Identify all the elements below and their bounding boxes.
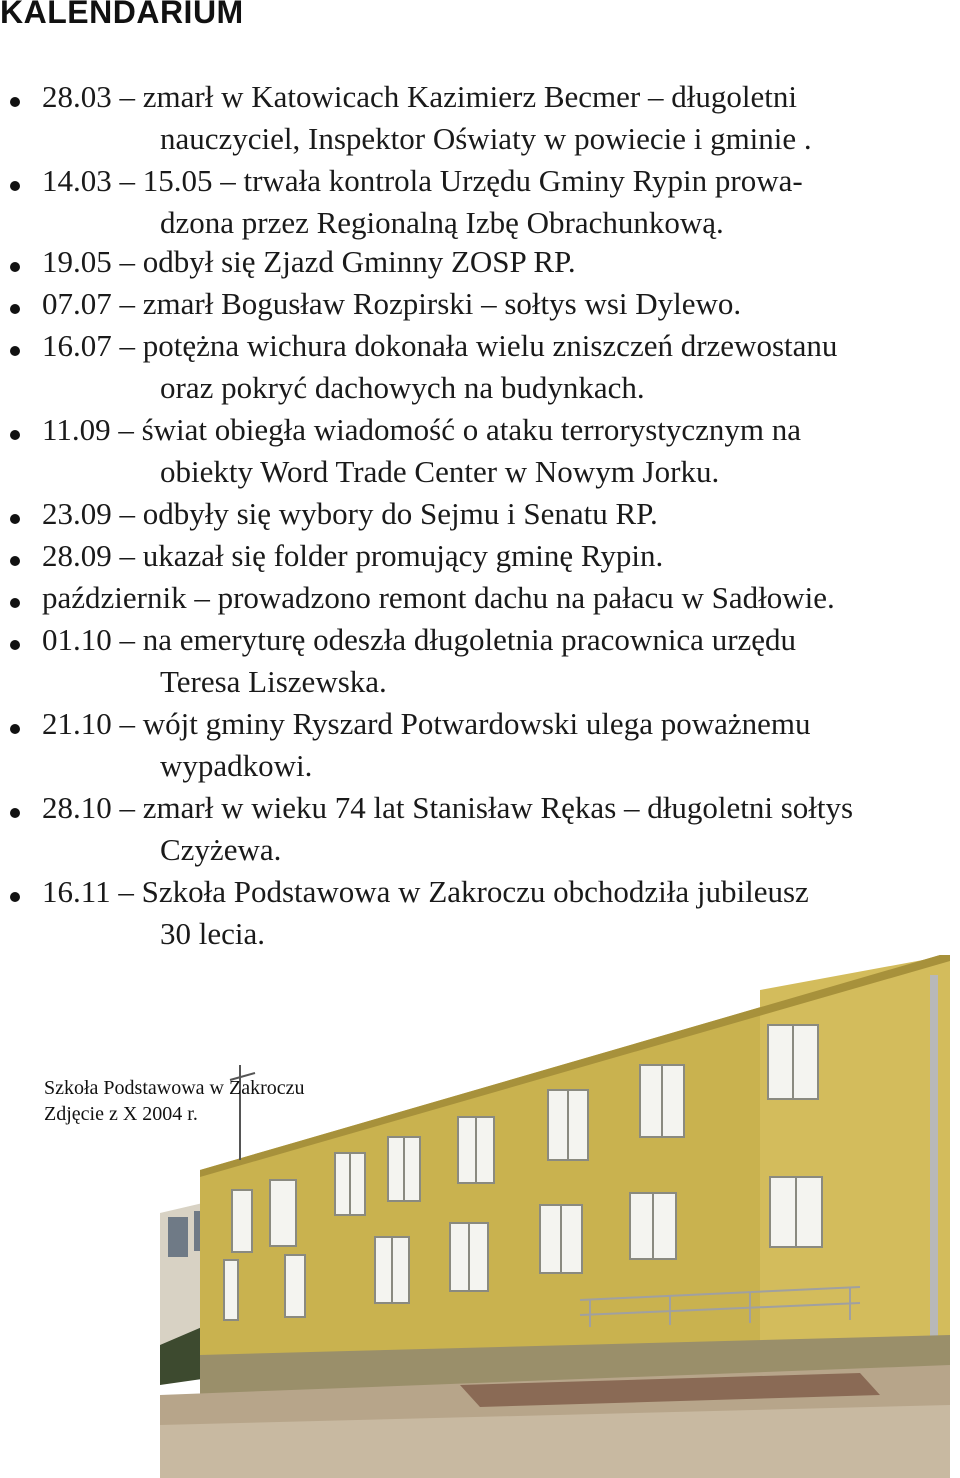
photo-caption	[44, 1075, 305, 1127]
school-photo	[160, 955, 950, 1478]
entry-text: 11.09 – świat obiegła wiadomość o ataku terrorystycznym na	[42, 412, 802, 447]
entry-continuation: obiekty Word Trade Center w Nowym Jorku.	[160, 454, 720, 489]
school-building-illustration	[160, 955, 950, 1478]
entry-text: 21.10 – wójt gminy Ryszard Potwardowski ulega poważnemu	[42, 706, 811, 741]
entry-continuation: wypadkowi.	[160, 748, 313, 783]
list-item	[42, 283, 960, 325]
bullet-icon	[10, 724, 20, 734]
bullet-icon	[10, 262, 20, 272]
list-item	[42, 76, 960, 160]
entry-continuation: nauczyciel, Inspektor Oświaty w powiecie i gminie .	[160, 121, 812, 156]
entry-text: 28.03 – zmarł w Katowicach Kazimierz Becmer – długoletni	[42, 79, 797, 114]
list-item	[42, 619, 960, 703]
entry-text: 14.03 – 15.05 – trwała kontrola Urzędu Gminy Rypin prowa-	[42, 163, 803, 198]
entry-continuation: dzona przez Regionalną Izbę Obrachunkową.	[160, 205, 724, 240]
entry-continuation: Czyżewa.	[160, 832, 282, 867]
page-title: KALENDARIUM	[0, 0, 244, 30]
bullet-icon	[10, 556, 20, 566]
entry-text: 19.05 – odbył się Zjazd Gminny ZOSP RP.	[42, 244, 576, 279]
bullet-icon	[10, 640, 20, 650]
entry-text: 01.10 – na emeryturę odeszła długoletnia pracownica urzędu	[42, 622, 797, 657]
entry-text: 16.11 – Szkoła Podstawowa w Zakroczu obchodziła jubileusz	[42, 874, 809, 909]
entry-text: 16.07 – potężna wichura dokonała wielu zniszczeń drzewostanu	[42, 328, 838, 363]
bullet-icon	[10, 97, 20, 107]
bullet-icon	[10, 514, 20, 524]
list-item	[42, 871, 960, 955]
list-item	[42, 703, 960, 787]
list-item	[42, 787, 960, 871]
entry-continuation: Teresa Liszewska.	[160, 664, 387, 699]
bullet-icon	[10, 346, 20, 356]
entry-text: październik – prowadzono remont dachu na pałacu w Sadłowie.	[42, 580, 835, 615]
list-item	[42, 577, 960, 619]
entry-continuation: 30 lecia.	[160, 916, 266, 951]
list-item	[42, 493, 960, 535]
caption-line: Szkoła Podstawowa w Zakroczu	[44, 1077, 305, 1099]
list-item	[42, 160, 960, 244]
entry-text: 23.09 – odbyły się wybory do Sejmu i Senatu RP.	[42, 496, 658, 531]
list-item	[42, 241, 960, 283]
bullet-icon	[10, 598, 20, 608]
bullet-icon	[10, 892, 20, 902]
bullet-icon	[10, 304, 20, 314]
entry-text: 28.09 – ukazał się folder promujący gminę Rypin.	[42, 538, 664, 573]
list-item	[42, 325, 960, 409]
list-item	[42, 409, 960, 493]
caption-line: Zdjęcie z X 2004 r.	[44, 1103, 198, 1125]
list-item	[42, 535, 960, 577]
entry-continuation: oraz pokryć dachowych na budynkach.	[160, 370, 645, 405]
entry-text: 07.07 – zmarł Bogusław Rozpirski – sołtys wsi Dylewo.	[42, 286, 742, 321]
bullet-icon	[10, 808, 20, 818]
entry-text: 28.10 – zmarł w wieku 74 lat Stanisław Rękas – długoletni sołtys	[42, 790, 854, 825]
bullet-icon	[10, 430, 20, 440]
bullet-icon	[10, 181, 20, 191]
